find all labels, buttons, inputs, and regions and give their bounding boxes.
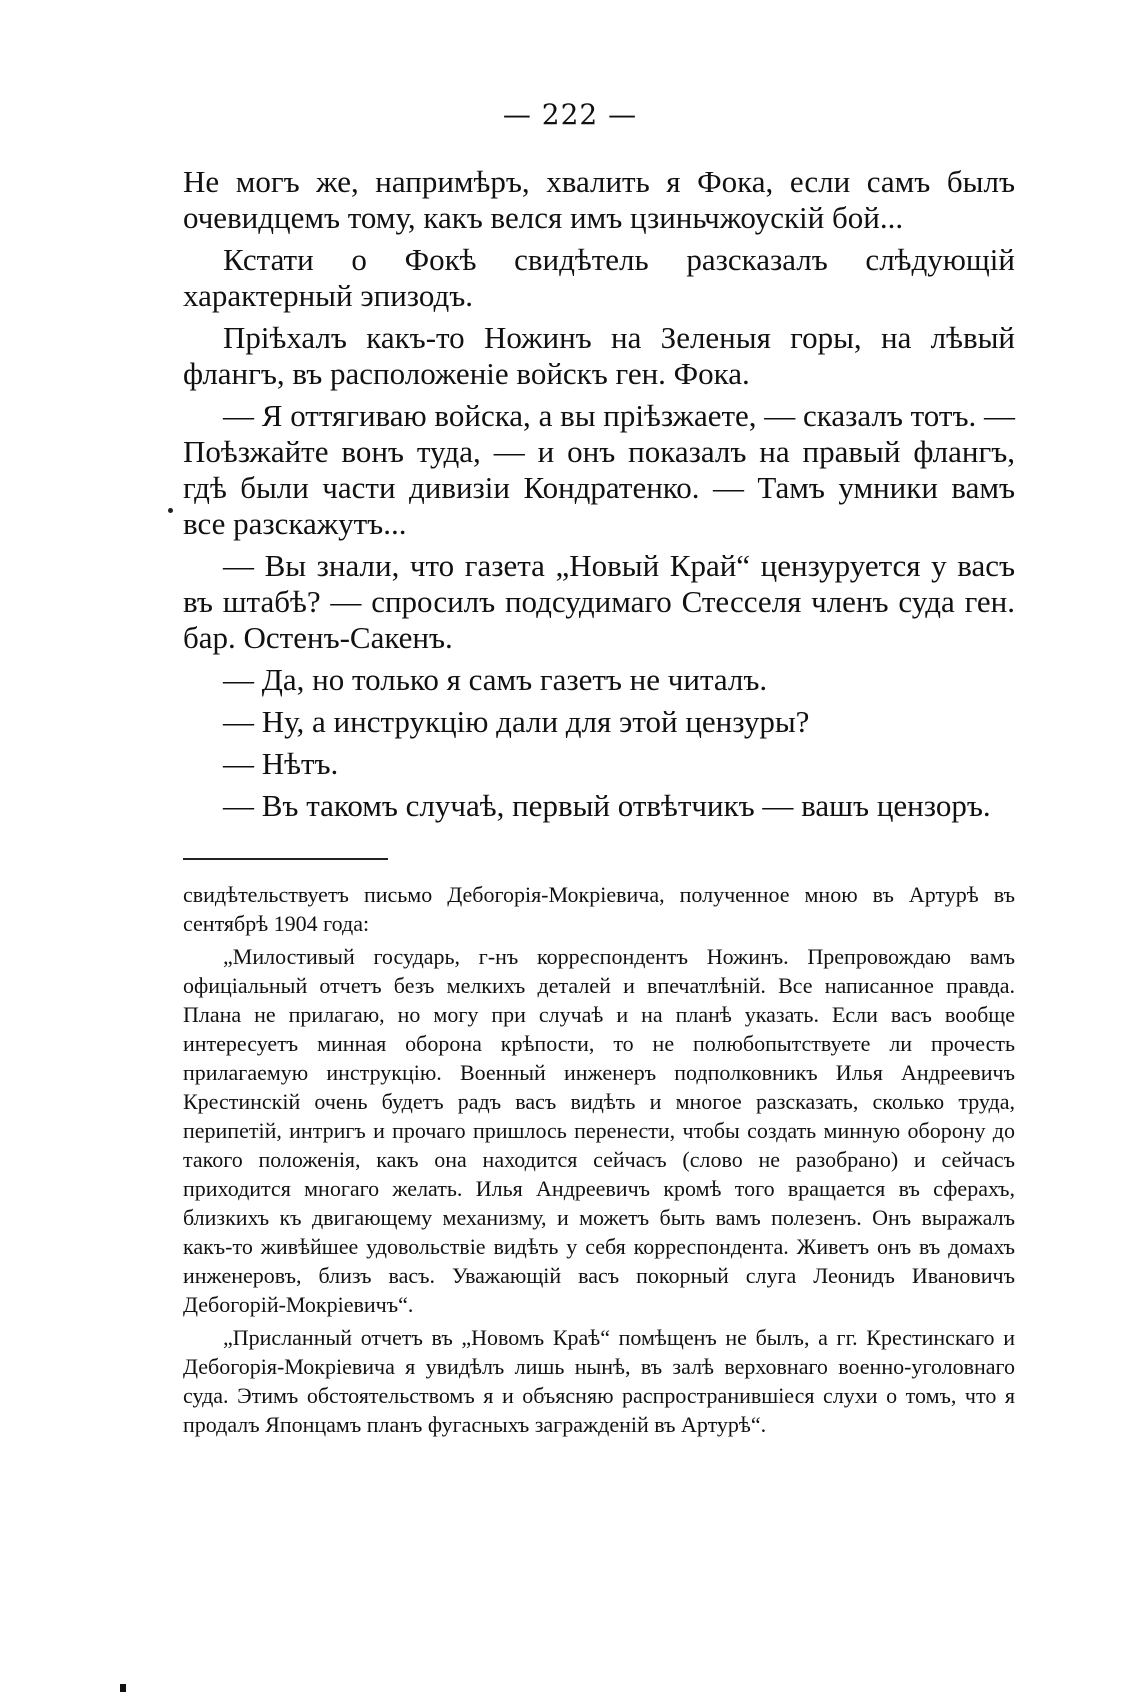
paragraph: Пріѣхалъ какъ-то Ножинъ на Зеленыя горы, на лѣвый флангъ, въ расположеніе войскъ ген. Фока. xyxy=(183,320,1015,391)
main-text xyxy=(183,164,1015,830)
paragraph: Не могъ же, напримѣръ, хвалить я Фока, если самъ былъ очевидцемъ тому, какъ велся имъ цзиньчжоускій бой... xyxy=(183,164,1015,235)
footnote-paragraph: „Присланный отчетъ въ „Новомъ Краѣ“ помѣщенъ не былъ, а гг. Крестинскаго и Дебогорія-Мокріевича я увидѣлъ лишь нынѣ, въ залѣ верховнаго военно-уголовнаго суда. Этимъ обстоятельствомъ я и объясняю распространившіеся слухи о томъ, что я продалъ Японцамъ планъ фугасныхъ загражденій въ Артурѣ“. xyxy=(183,1325,1015,1437)
paragraph: — Ну, а инструкцію дали для этой цензуры? xyxy=(223,704,810,739)
paragraph: — Вы знали, что газета „Новый Край“ цензуруется у васъ въ штабѣ? — спросилъ подсудимаго Стесселя членъ суда ген. бар. Остенъ-Сакенъ. xyxy=(183,548,1015,655)
footnote-paragraph: „Милостивый государь, г-нъ корреспондентъ Ножинъ. Препровождаю вамъ офиціальный отчетъ безъ мелкихъ деталей и впечатлѣній. Все написанное правда. Плана не прилагаю, но могу при случаѣ и на планѣ указать. Если васъ вообще интересуетъ минная оборона крѣпости, то не полюбопытствуете ли прочесть прилагаемую инструкцію. Военный инженеръ подполковникъ Илья Андреевичъ Крестинскій очень будетъ радъ васъ видѣть и многое разсказать, сколько труда, перипетій, интригъ и прочаго пришлось перенести, чтобы создать минную оборону до такого положенія, какъ она находится сейчасъ (слово не разобрано) и сейчасъ приходится многаго желать. Илья Андреевичъ кромѣ того вращается въ сферахъ, близкихъ къ двигающему механизму, и можетъ быть вамъ полезенъ. Онъ выражалъ какъ-то живѣйшее удовольствіе видѣть у себя корреспондента. Живетъ онъ въ домахъ инженеровъ, близъ васъ. Уважающій васъ покорный слуга Леонидъ Ивановичъ Дебогорій-Мокріевичъ“. xyxy=(183,944,1015,1317)
paragraph: Кстати о Фокѣ свидѣтель разсказалъ слѣдующій характерный эпизодъ. xyxy=(183,242,1015,313)
page-number: — 222 — xyxy=(502,98,638,131)
footnote-paragraph: свидѣтельствуетъ письмо Дебогорія-Мокріевича, полученное мною въ Артурѣ въ сентябрѣ 1904 года: xyxy=(183,882,1015,936)
paragraph: — Нѣтъ. xyxy=(223,746,339,781)
paragraph: — Да, но только я самъ газетъ не читалъ. xyxy=(223,662,768,697)
paragraph: — Я оттягиваю войска, а вы пріѣзжаете, — сказалъ тотъ. — Поѣзжайте вонъ туда, — и онъ показалъ на правый флангъ, гдѣ были части дивизіи Кондратенко. — Тамъ умники вамъ все разскажутъ... xyxy=(183,398,1015,541)
margin-dot-mark xyxy=(168,508,173,513)
footnote xyxy=(183,880,1015,1443)
scan-speck-mark xyxy=(120,1684,126,1692)
paragraph: — Въ такомъ случаѣ, первый отвѣтчикъ — вашъ цензоръ. xyxy=(223,788,991,823)
footnote-separator xyxy=(183,858,388,860)
